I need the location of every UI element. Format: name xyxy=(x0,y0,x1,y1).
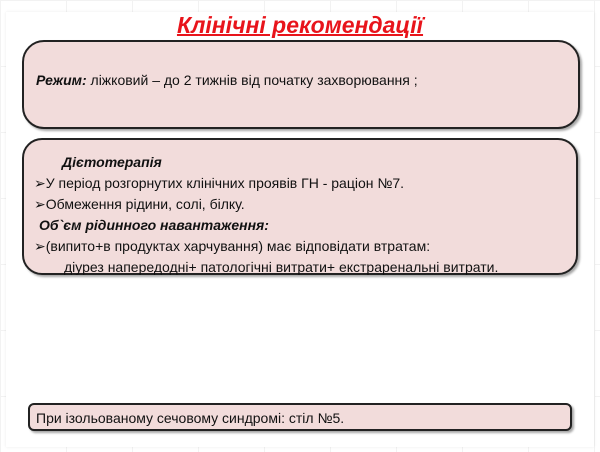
regimen-box xyxy=(22,40,580,129)
list-item: ➢(випито+в продуктах харчування) має відповідати втратам: xyxy=(34,238,431,254)
regimen-text xyxy=(36,72,418,88)
fluid-heading: Об`єм рідинного навантаження: xyxy=(39,217,269,233)
arrow-bullet-icon: ➢ xyxy=(34,238,46,254)
regimen-value: ліжковий – до 2 тижнів від початку захворювання ; xyxy=(86,72,418,88)
arrow-bullet-icon: ➢ xyxy=(34,196,46,212)
list-item: ➢У період розгорнутих клінічних проявів ГН - раціон №7. xyxy=(34,175,405,191)
list-item: ➢Обмеження рідини, солі, білку. xyxy=(34,196,245,212)
fluid-detail: діурез напередодні+ патологічні витрати+ екстраренальні витрати. xyxy=(64,259,499,275)
isolated-syndrome-box xyxy=(28,403,572,431)
regimen-label: Режим: xyxy=(36,72,87,88)
page-title: Клінічні рекомендації xyxy=(176,12,424,38)
isolated-syndrome-text: При ізольованому сечовому синдромі: стіл №5. xyxy=(36,410,345,426)
arrow-bullet-icon: ➢ xyxy=(34,175,46,191)
diet-box xyxy=(22,138,578,275)
diet-heading: Дієтотерапія xyxy=(62,154,162,170)
